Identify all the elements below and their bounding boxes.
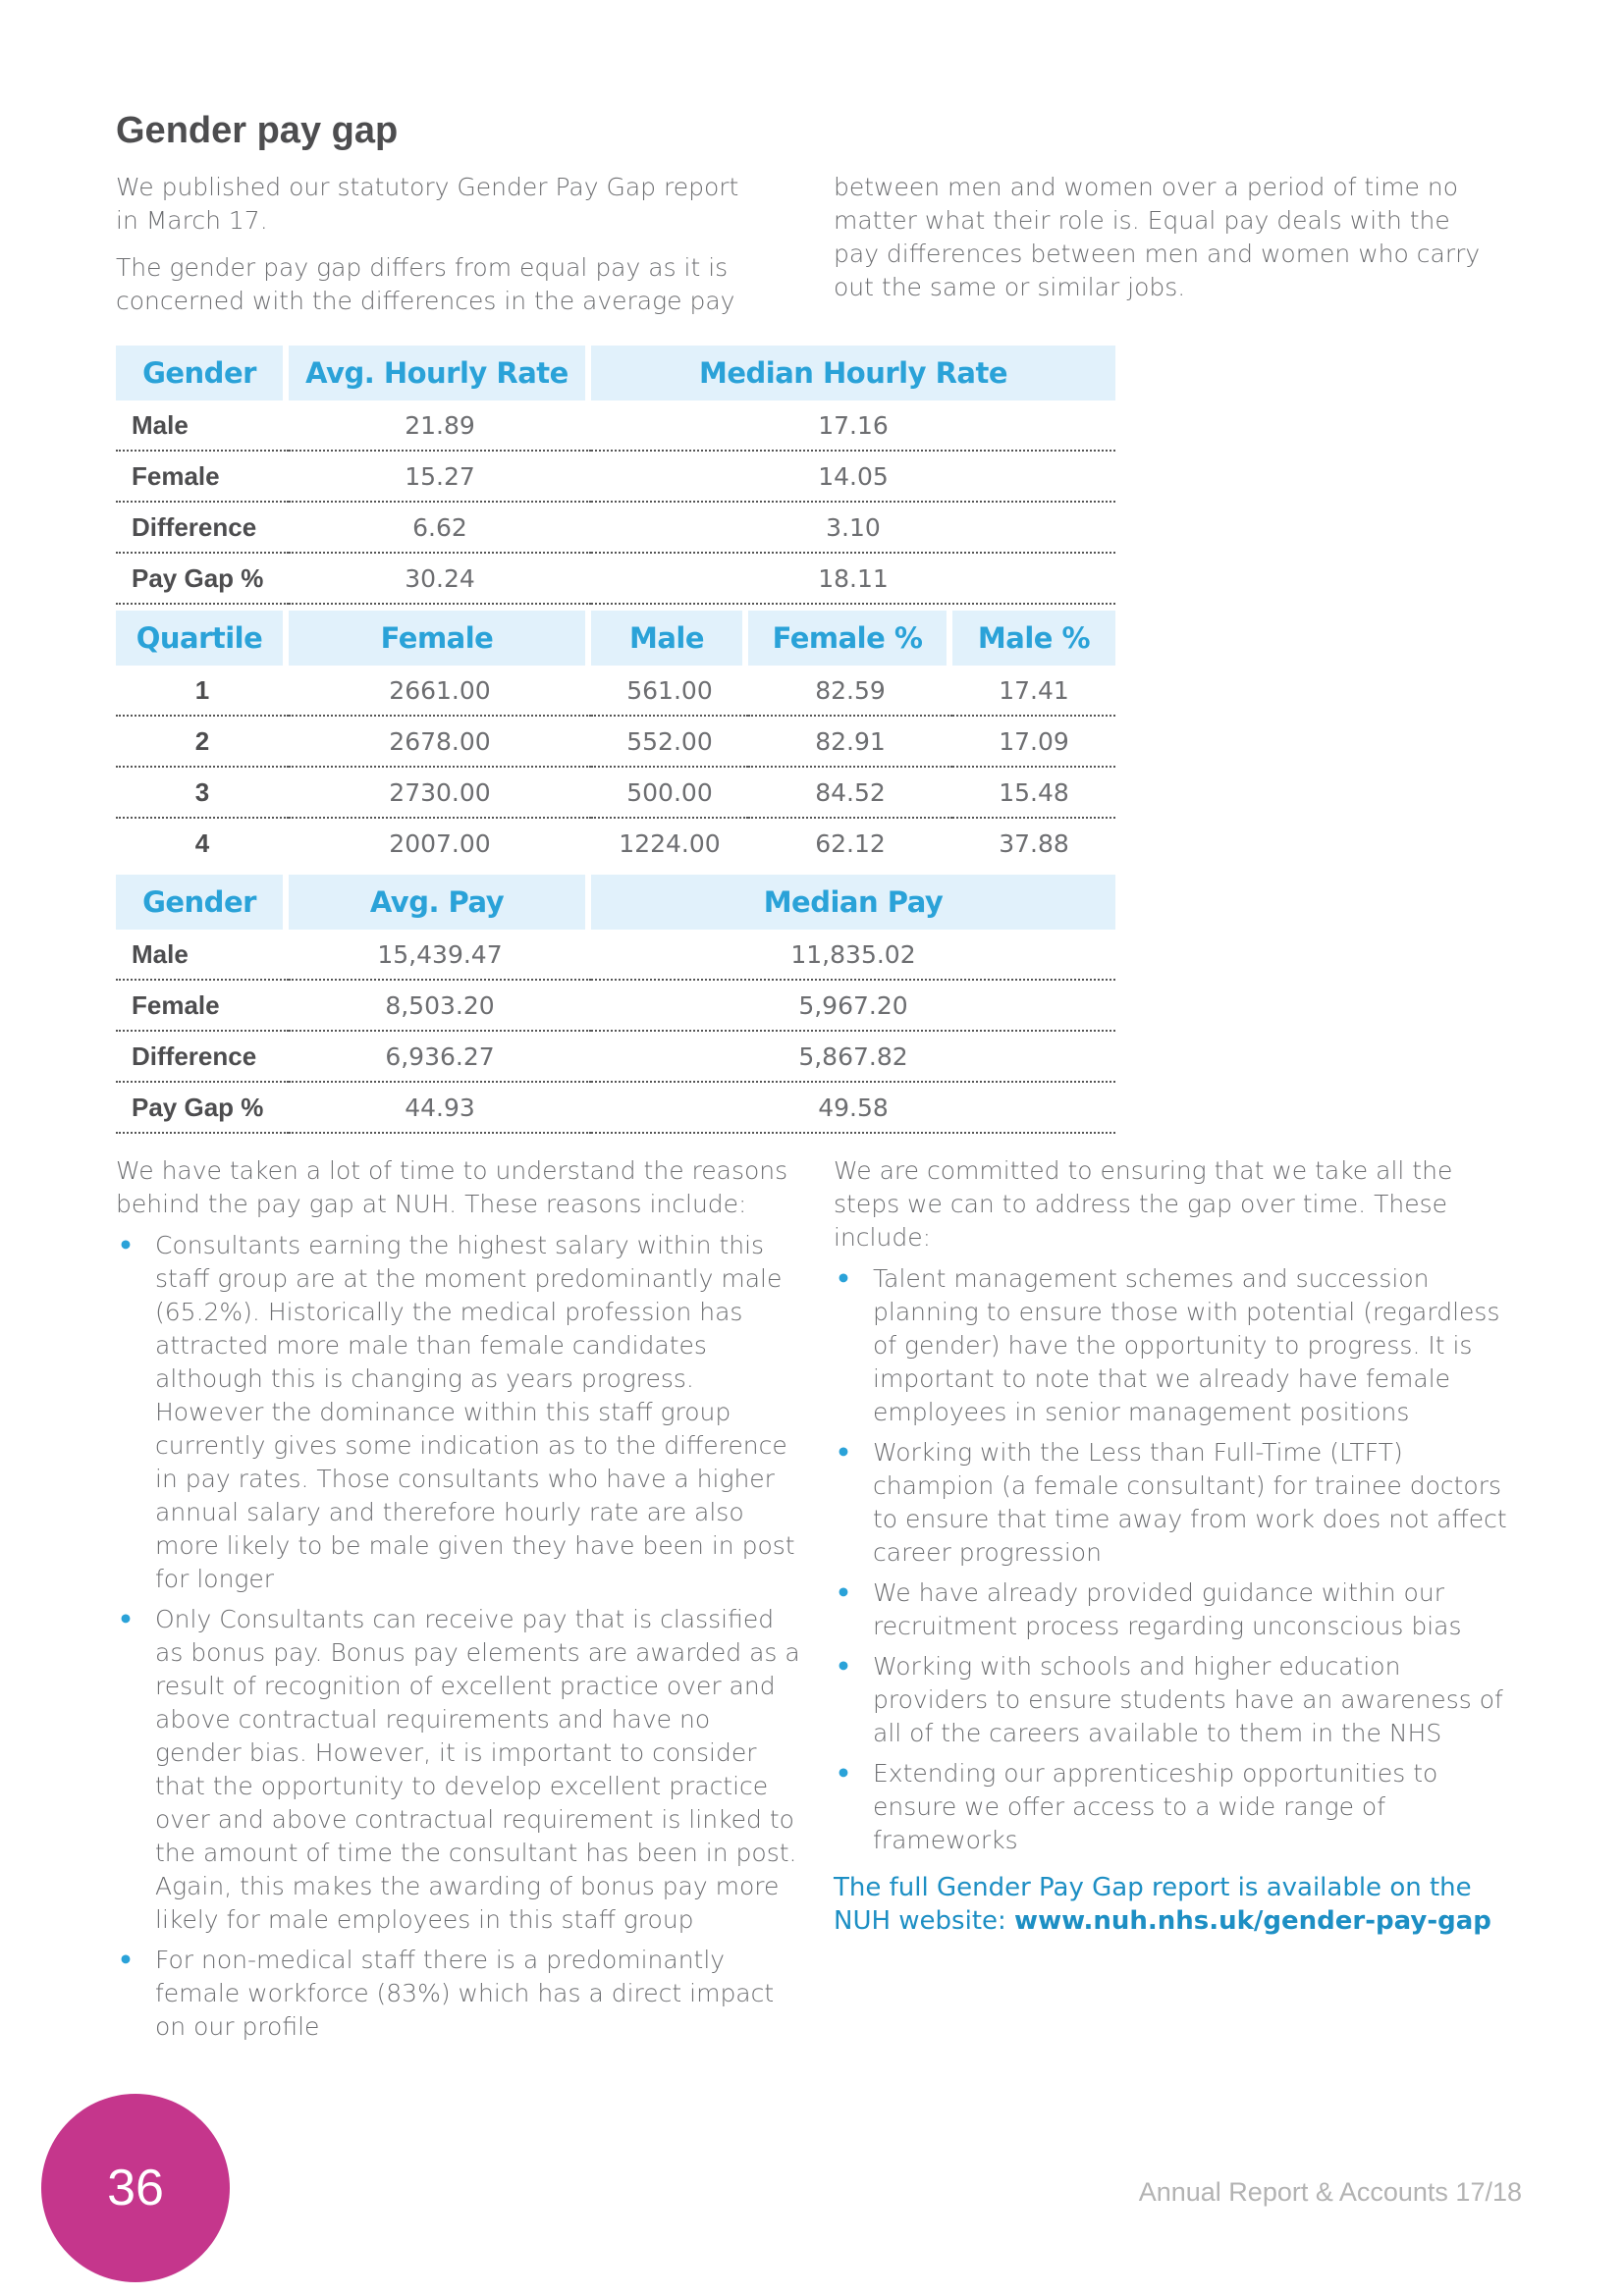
median-hourly-cell: 17.16: [591, 400, 1115, 452]
male-pct-cell: 17.41: [952, 666, 1115, 717]
table-row: [116, 717, 1115, 768]
list-item: [116, 1944, 803, 2044]
column-header: Gender: [116, 875, 289, 930]
male-count-cell: 561.00: [591, 666, 748, 717]
intro-paragraph: We published our statutory Gender Pay Gap report in March 17.: [116, 173, 739, 235]
list-item: [834, 1757, 1521, 1857]
steps-intro: We are committed to ensuring that we take all the steps we can to address the gap over time. These include:: [834, 1156, 1453, 1252]
quartile-label: 1: [116, 666, 289, 717]
reasons-list: [116, 1229, 803, 2044]
male-pct-cell: 15.48: [952, 768, 1115, 819]
table-row: [116, 930, 1115, 981]
bullet-icon: •: [836, 1759, 851, 1788]
page-number-badge: [41, 2094, 230, 2282]
list-item: [116, 1229, 803, 1596]
female-count-cell: 2730.00: [289, 768, 591, 819]
median-pay-cell: 11,835.02: [591, 930, 1115, 981]
row-label: Pay Gap %: [116, 554, 289, 605]
table-row: [116, 400, 1115, 452]
table-row: [116, 554, 1115, 605]
bullet-icon: •: [836, 1578, 851, 1607]
reasons-intro: We have taken a lot of time to understand the reasons behind the pay gap at NUH. These reasons include:: [116, 1156, 788, 1218]
column-header: Male %: [952, 611, 1115, 666]
bullet-icon: •: [118, 1231, 134, 1259]
bullet-icon: •: [836, 1438, 851, 1467]
female-count-cell: 2661.00: [289, 666, 591, 717]
table-row: [116, 981, 1115, 1032]
row-label: Male: [116, 400, 289, 452]
column-header: Male: [591, 611, 748, 666]
list-item-text: We have already provided guidance within our recruitment process regarding unconscious bias: [873, 1578, 1462, 1640]
intro-right-column: [834, 171, 1501, 318]
column-header: Female: [289, 611, 591, 666]
quartile-label: 3: [116, 768, 289, 819]
column-header: Median Pay: [591, 875, 1115, 930]
female-count-cell: 2007.00: [389, 828, 491, 858]
median-hourly-cell: 14.05: [591, 452, 1115, 503]
avg-hourly-cell: 15.27: [289, 452, 591, 503]
intro-paragraph: The gender pay gap differs from equal pay as it is concerned with the differences in the average pay: [116, 253, 735, 315]
table-header-row: [116, 611, 1115, 666]
list-item-text: Consultants earning the highest salary within this staff group are at the moment predominantly male (65.2%). Historically the medical profession has attracted more male than female candidates although this is changing as years progress. However the dominance within this staff group currently gives some indication as to the difference in pay rates. Those consultants who have a higher annual salary and therefore hourly rate are also more likely to be male given they have been in post for longer: [155, 1231, 795, 1593]
column-header: Avg. Pay: [289, 875, 591, 930]
male-count-cell: 1224.00: [619, 828, 721, 858]
table-row: [116, 666, 1115, 717]
avg-pay-cell: 8,503.20: [289, 981, 591, 1032]
column-header: Female %: [748, 611, 952, 666]
table-row: [116, 452, 1115, 503]
row-label: Female: [116, 981, 289, 1032]
male-count-cell: 552.00: [591, 717, 748, 768]
pay-table: [116, 875, 1115, 1134]
list-item-text: Working with the Less than Full-Time (LTFT) champion (a female consultant) for trainee doctors to ensure that time away from work does not affect career progression: [873, 1438, 1507, 1567]
list-item-text: For non-medical staff there is a predominantly female workforce (83%) which has a direct impact on our profile: [155, 1946, 775, 2041]
avg-hourly-cell: 30.24: [289, 554, 591, 605]
bullet-icon: •: [118, 1946, 134, 1974]
list-item: [834, 1576, 1521, 1643]
column-header: Avg. Hourly Rate: [289, 346, 591, 400]
male-pct-cell: 37.88: [999, 828, 1069, 858]
female-pct-cell: 82.59: [748, 666, 952, 717]
male-pct-cell: 17.09: [952, 717, 1115, 768]
table-row: [116, 1083, 1115, 1134]
list-item: [116, 1603, 803, 1937]
list-item: [834, 1650, 1521, 1750]
table-row: [116, 503, 1115, 554]
report-link[interactable]: www.nuh.nhs.uk/gender-pay-gap: [1014, 1906, 1491, 1936]
median-hourly-cell: 3.10: [591, 503, 1115, 554]
list-item-text: Only Consultants can receive pay that is classified as bonus pay. Bonus pay elements are awarded as a result of recognition of excellent practice over and above contractual requirements and have no gender bias. However, it is important to consider that the opportunity to develop excellent practice over and above contractual requirement is linked to the amount of time the consultant has been in post. Again, this makes the awarding of bonus pay more likely for male employees in this staff group: [155, 1605, 800, 1934]
bullet-icon: •: [836, 1652, 851, 1681]
footer-report-name: Annual Report & Accounts 17/18: [1138, 2177, 1522, 2207]
avg-pay-cell: 44.93: [289, 1083, 591, 1134]
hourly-rate-table: [116, 346, 1115, 605]
table-row: [116, 768, 1115, 819]
row-label: Female: [116, 452, 289, 503]
list-item: [834, 1262, 1521, 1429]
avg-hourly-cell: 6.62: [289, 503, 591, 554]
median-pay-cell: 5,867.82: [591, 1032, 1115, 1083]
report-link-text: The full Gender Pay Gap report is available on the NUH website:: [834, 1873, 1472, 1936]
list-item-text: Working with schools and higher education providers to ensure students have an awareness of all of the careers available to them in the NHS: [873, 1652, 1503, 1747]
female-pct-cell: 84.52: [748, 768, 952, 819]
female-pct-cell: 62.12: [815, 828, 886, 858]
reasons-column: [116, 1154, 803, 2051]
male-count-cell: 500.00: [591, 768, 748, 819]
median-pay-cell: 5,967.20: [591, 981, 1115, 1032]
avg-pay-cell: 6,936.27: [289, 1032, 591, 1083]
list-item-text: Extending our apprenticeship opportunities to ensure we offer access to a wide range of frameworks: [873, 1759, 1438, 1854]
table-row: [116, 1032, 1115, 1083]
row-label: Pay Gap %: [116, 1083, 289, 1134]
column-header: Gender: [116, 346, 289, 400]
page-title: Gender pay gap: [116, 110, 399, 151]
quartile-table: [116, 611, 1115, 868]
median-pay-cell: 49.58: [591, 1083, 1115, 1134]
report-link-note: [834, 1871, 1521, 1938]
quartile-label: 2: [116, 717, 289, 768]
steps-list: [834, 1262, 1521, 1857]
intro-left-column: [116, 171, 764, 332]
bullet-icon: •: [118, 1605, 134, 1633]
table-row: [116, 819, 1115, 868]
row-label: Difference: [116, 1032, 289, 1083]
female-count-cell: 2678.00: [289, 717, 591, 768]
list-item: [834, 1436, 1521, 1570]
avg-hourly-cell: 21.89: [289, 400, 591, 452]
column-header: Quartile: [116, 611, 289, 666]
intro-paragraph: between men and women over a period of time no matter what their role is. Equal pay deals with the pay differences between men and women who carry out the same or similar jobs.: [834, 173, 1481, 301]
median-hourly-cell: 18.11: [591, 554, 1115, 605]
bullet-icon: •: [836, 1264, 851, 1293]
row-label: Male: [116, 930, 289, 981]
female-pct-cell: 82.91: [748, 717, 952, 768]
quartile-label: 4: [194, 828, 210, 858]
table-header-row: [116, 875, 1115, 930]
row-label: Difference: [116, 503, 289, 554]
table-header-row: [116, 346, 1115, 400]
column-header: Median Hourly Rate: [591, 346, 1115, 400]
list-item-text: Talent management schemes and succession planning to ensure those with potential (regardless of gender) have the opportunity to progress. It is important to note that we already have female employees in senior management positions: [873, 1264, 1500, 1426]
avg-pay-cell: 15,439.47: [289, 930, 591, 981]
steps-column: [834, 1154, 1521, 1938]
page-number: 36: [107, 2160, 164, 2216]
